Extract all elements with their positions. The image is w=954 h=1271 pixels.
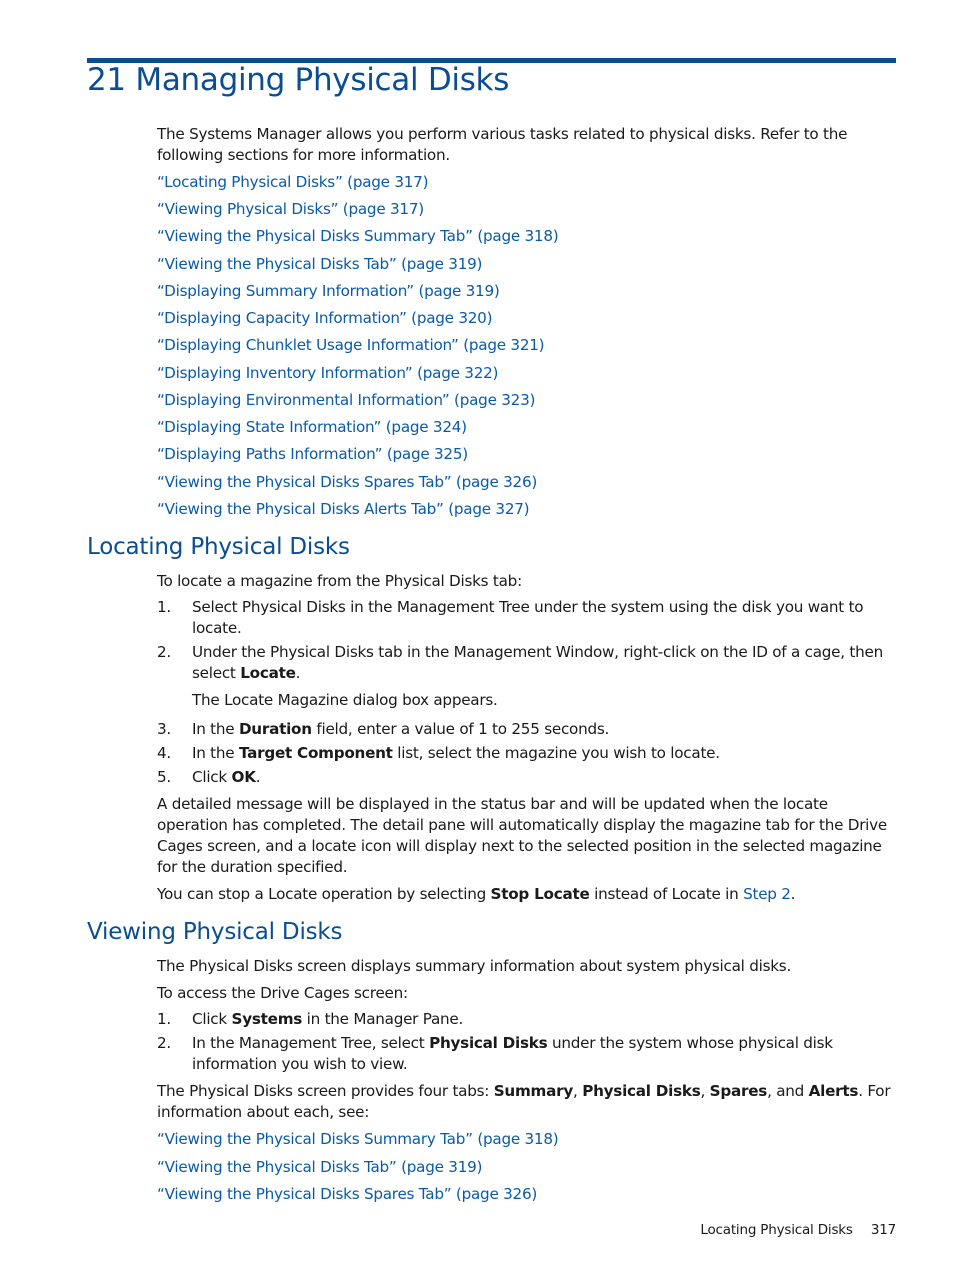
- toc-link-physical-disks-tab[interactable]: “Viewing the Physical Disks Tab” (page 319): [157, 255, 483, 273]
- toc-link-inventory-info[interactable]: “Displaying Inventory Information” (page 322): [157, 364, 499, 382]
- toc-link-locating[interactable]: “Locating Physical Disks” (page 317): [157, 173, 429, 191]
- step-text: In the Duration field, enter a value of 1 to 255 seconds.: [192, 720, 610, 738]
- toc-link-state-info[interactable]: “Displaying State Information” (page 324): [157, 418, 467, 436]
- step-number: 2.: [157, 1034, 171, 1052]
- toc-link-summary-info[interactable]: “Displaying Summary Information” (page 319): [157, 282, 500, 300]
- viewing-description: The Physical Disks screen displays summary information about system physical disks.: [157, 957, 792, 975]
- toc-link-environmental-info[interactable]: “Displaying Environmental Information” (page 323): [157, 391, 536, 409]
- step-text: Click Systems in the Manager Pane.: [192, 1010, 464, 1028]
- toc-link-viewing[interactable]: “Viewing Physical Disks” (page 317): [157, 200, 424, 218]
- toc-link-chunklet-info[interactable]: “Displaying Chunklet Usage Information” (page 321): [157, 336, 545, 354]
- viewing-tabs-paragraph: The Physical Disks screen provides four tabs: Summary, Physical Disks, Spares, and Alerts. For information about each, see:: [157, 1082, 891, 1121]
- see-link-spares-tab[interactable]: “Viewing the Physical Disks Spares Tab” (page 326): [157, 1185, 538, 1203]
- section-heading-viewing: Viewing Physical Disks: [87, 919, 343, 945]
- intro-paragraph: The Systems Manager allows you perform various tasks related to physical disks. Refer to the following sections for more information.: [157, 125, 848, 164]
- step-text: In the Management Tree, select Physical Disks under the system whose physical disk information you wish to view.: [192, 1034, 833, 1073]
- locating-step-2-note: The Locate Magazine dialog box appears.: [192, 691, 498, 709]
- footer-page-number: 317: [870, 1222, 896, 1238]
- section-heading-locating: Locating Physical Disks: [87, 534, 350, 560]
- step-text: Select Physical Disks in the Management Tree under the system using the disk you want to locate.: [192, 598, 864, 637]
- step-text: In the Target Component list, select the magazine you wish to locate.: [192, 744, 720, 762]
- viewing-lead: To access the Drive Cages screen:: [157, 984, 408, 1002]
- see-link-physical-disks-tab[interactable]: “Viewing the Physical Disks Tab” (page 319): [157, 1158, 483, 1176]
- step-number: 4.: [157, 744, 171, 762]
- toc-link-summary-tab[interactable]: “Viewing the Physical Disks Summary Tab” (page 318): [157, 227, 559, 245]
- step-text: Under the Physical Disks tab in the Management Window, right-click on the ID of a cage, then select Locate.: [192, 643, 883, 682]
- step-number: 3.: [157, 720, 171, 738]
- step-2-link[interactable]: Step 2: [743, 885, 791, 903]
- chapter-title: 21 Managing Physical Disks: [87, 62, 510, 98]
- toc-link-capacity-info[interactable]: “Displaying Capacity Information” (page 320): [157, 309, 493, 327]
- toc-link-spares-tab[interactable]: “Viewing the Physical Disks Spares Tab” (page 326): [157, 473, 538, 491]
- step-number: 2.: [157, 643, 171, 661]
- page-footer: [700, 1222, 896, 1238]
- step-number: 1.: [157, 1010, 171, 1028]
- see-link-summary-tab[interactable]: “Viewing the Physical Disks Summary Tab” (page 318): [157, 1130, 559, 1148]
- toc-link-paths-info[interactable]: “Displaying Paths Information” (page 325): [157, 445, 468, 463]
- step-text: Click OK.: [192, 768, 261, 786]
- footer-section-name: Locating Physical Disks: [700, 1222, 853, 1238]
- step-number: 1.: [157, 598, 171, 616]
- step-number: 5.: [157, 768, 171, 786]
- toc-link-alerts-tab[interactable]: “Viewing the Physical Disks Alerts Tab” (page 327): [157, 500, 530, 518]
- locating-lead: To locate a magazine from the Physical Disks tab:: [157, 572, 522, 590]
- locating-detail-paragraph: A detailed message will be displayed in the status bar and will be updated when the locate operation has completed. The detail pane will automatically display the magazine tab for the Drive Cages screen, and a locate icon will display next to the selected position in the selected magazine for the duration specified.: [157, 795, 887, 876]
- locating-stop-paragraph: You can stop a Locate operation by selecting Stop Locate instead of Locate in Step 2.: [157, 885, 796, 903]
